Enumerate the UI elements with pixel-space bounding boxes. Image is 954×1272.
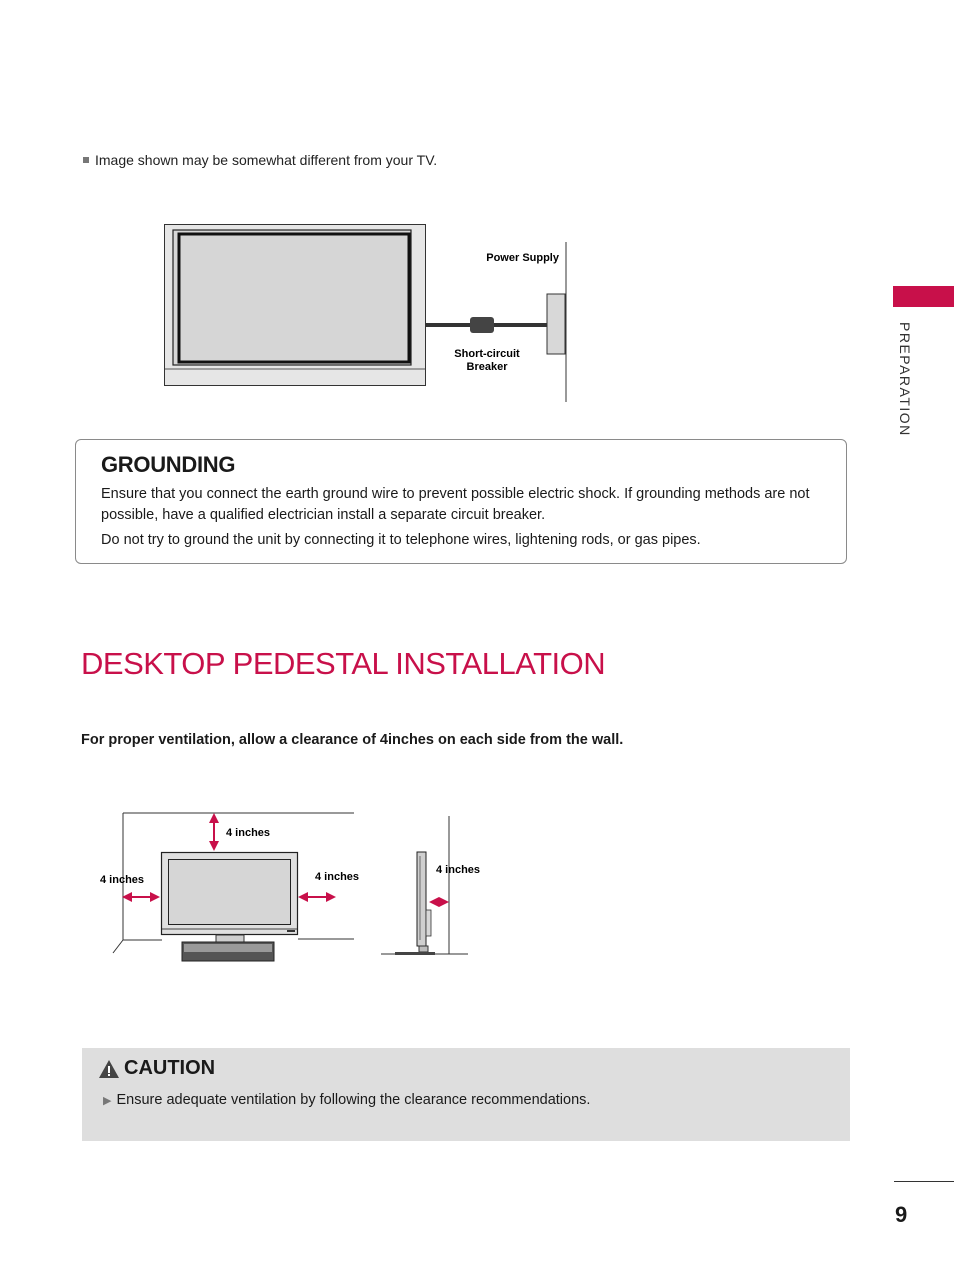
caution-item-text: Ensure adequate ventilation by following the clearance recommendations. <box>116 1092 591 1108</box>
grounding-paragraph-2: Do not try to ground the unit by connecting it to telephone wires, lightening rods, or gas pipes. <box>101 532 701 548</box>
breaker-label-line: Breaker <box>466 361 508 373</box>
tv-screen <box>179 234 409 362</box>
tv-led <box>287 930 295 932</box>
tv-pedestal-highlight <box>184 944 272 952</box>
breaker-icon <box>470 317 494 333</box>
section-title: DESKTOP PEDESTAL INSTALLATION <box>81 646 606 681</box>
tv-side-neck <box>419 946 428 952</box>
section-tab-label: PREPARATION <box>897 322 913 437</box>
outlet-plate <box>547 294 565 354</box>
right-clearance-label: 4 inches <box>315 871 360 883</box>
tv-front-screen <box>169 860 291 925</box>
top-clearance-label: 4 inches <box>226 827 271 839</box>
grounding-illustration <box>160 220 580 410</box>
front-clearance-illustration <box>100 805 370 965</box>
grounding-title: GROUNDING <box>101 452 236 477</box>
tv-side-pedestal <box>395 952 435 955</box>
play-triangle-icon: ▶ <box>103 1095 112 1107</box>
image-note <box>83 152 437 168</box>
page-number: 9 <box>895 1202 908 1227</box>
grounding-paragraph-1: Ensure that you connect the earth ground wire to prevent possible electric shock. If grounding methods are not possible, have a qualified electrician install a separate circuit breaker. <box>101 486 810 523</box>
power-supply-label: Power Supply <box>486 252 559 264</box>
rear-clearance-label: 4 inches <box>436 864 481 876</box>
caution-title: CAUTION <box>124 1057 216 1079</box>
warning-triangle-icon <box>98 1059 120 1079</box>
ventilation-instruction: For proper ventilation, allow a clearance of 4inches on each side from the wall. <box>81 732 624 748</box>
tv-neck <box>216 935 244 942</box>
left-clearance-label: 4 inches <box>100 874 145 886</box>
section-tab <box>893 286 954 307</box>
floor-left-line <box>113 940 123 953</box>
tv-side-back <box>426 910 431 936</box>
bullet-square-icon <box>83 157 89 163</box>
tv-side-profile <box>417 852 426 946</box>
image-note-text: Image shown may be somewhat different from your TV. <box>95 152 438 168</box>
side-clearance-illustration <box>378 812 481 962</box>
caution-item <box>103 1092 590 1108</box>
footer-rule <box>894 1181 954 1182</box>
breaker-label-line: Short-circuit <box>454 348 520 360</box>
breaker-label <box>454 348 520 373</box>
